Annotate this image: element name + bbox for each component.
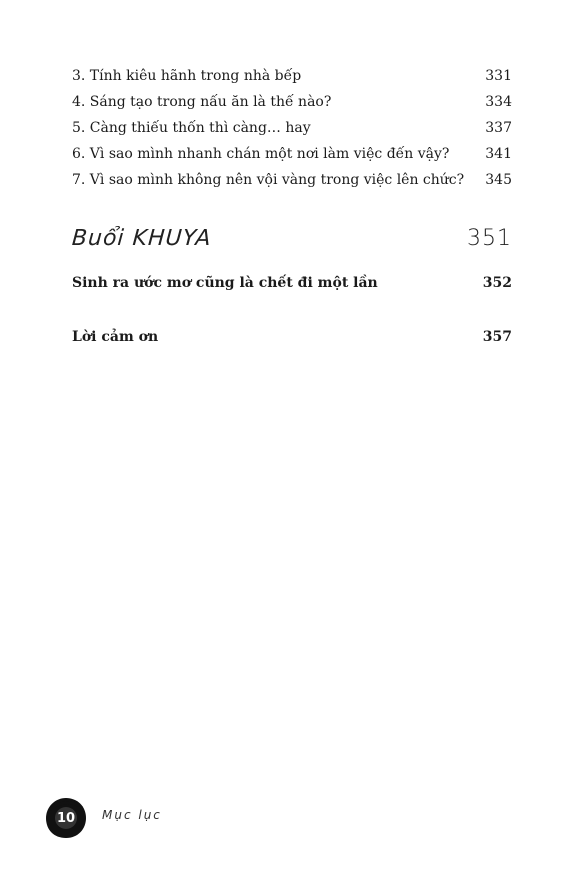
page-number: 10 (56, 810, 76, 826)
toc-entry-page: 341 (485, 146, 512, 162)
section-title: Buổi KHUYA (71, 226, 213, 251)
toc-entry-title: 4. Sáng tạo trong nấu ăn là thế nào? (72, 94, 332, 110)
toc-entry-title: 3. Tính kiêu hãnh trong nhà bếp (72, 68, 302, 84)
toc-entry-page: 345 (485, 172, 512, 188)
section-heading (72, 226, 512, 251)
toc-entry-page: 331 (485, 68, 512, 84)
toc-entry (72, 68, 512, 84)
toc-entry (72, 146, 512, 162)
toc-entry (72, 94, 512, 110)
toc-chapter-page: 352 (482, 275, 512, 291)
toc-chapter-page: 357 (482, 329, 512, 345)
page-footer (44, 796, 264, 840)
toc-entry-title: 5. Càng thiếu thốn thì càng… hay (72, 120, 311, 136)
toc-entry (72, 120, 512, 136)
toc-chapter-title: Lời cảm ơn (72, 329, 159, 345)
toc-entry-page: 334 (485, 94, 512, 110)
section-page: 351 (467, 226, 512, 251)
toc-entry (72, 172, 512, 188)
toc-chapter-entry (72, 329, 512, 345)
footer-label: Mục lục (102, 808, 162, 822)
toc-entry-title: 7. Vì sao mình không nên vội vàng trong việc lên chức? (72, 172, 465, 188)
toc-entry-title: 6. Vì sao mình nhanh chán một nơi làm việc đến vậy? (72, 146, 450, 162)
toc-chapter-entry (72, 275, 512, 291)
toc-entry-page: 337 (485, 120, 512, 136)
toc-chapter-title: Sinh ra ước mơ cũng là chết đi một lần (72, 275, 378, 291)
